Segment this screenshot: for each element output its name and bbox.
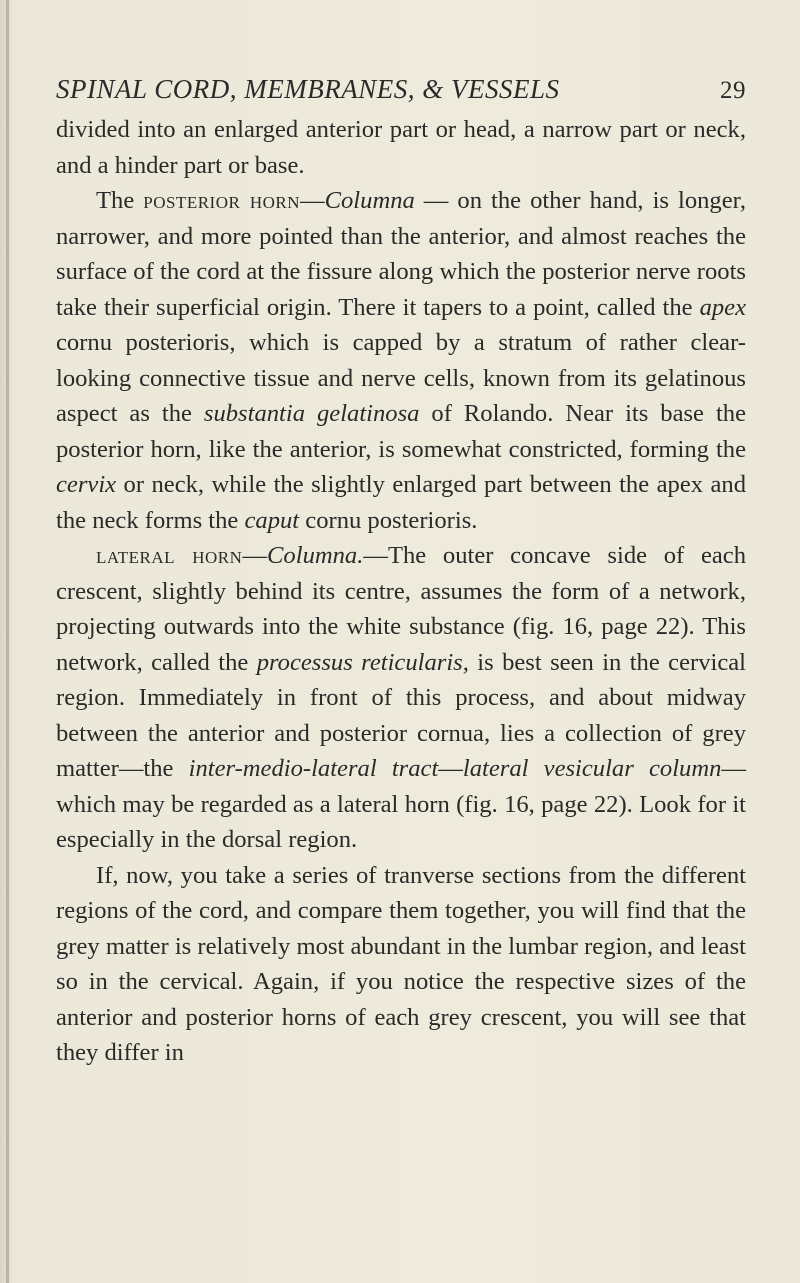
small-caps-heading: posterior horn — [143, 187, 301, 214]
italic-term: caput — [244, 506, 300, 534]
italic-term: lateral vesicular column — [462, 755, 722, 782]
text-run: is best seen in the cervical region. Immediately in front of this process, and about midway between the anterior and posterior cornua, lies a collection of grey matter—the — [56, 648, 746, 782]
text-run: cornu posterioris, which is capped by a stratum of rather clear-looking connective tissue and nerve cells, known from its gelatinous aspect as the — [56, 329, 746, 427]
text-run: — on the other hand, is longer, narrower, and more pointed than the anterior, and almost reaches the surface of the cord at the fissure along which the posterior nerve roots take their superficial origin. There it tapers to a point, called the — [56, 187, 746, 321]
page-gutter-shadow — [6, 0, 9, 1283]
italic-term: substantia gelatinosa — [203, 400, 420, 427]
paragraph-3 — [56, 538, 746, 858]
text-run: — — [438, 755, 463, 782]
paragraph-4 — [56, 858, 746, 1071]
text-run: If, now, you take a series of tranverse sections from the different regions of the cord, and compare them together, you will find that the grey matter is relatively most abundant in the lumbar region, and least so in the cervical. Again, if you notice the respective sizes of the anterior and posterior horns of each grey crescent, you will see that they differ in — [56, 861, 746, 1066]
text-run: — — [242, 542, 268, 569]
italic-term: Columna. — [267, 542, 364, 569]
text-run: or neck, while the slightly enlarged part between the apex and the neck forms the — [56, 471, 746, 534]
running-title: SPINAL CORD, MEMBRANES, & VESSELS — [56, 74, 560, 104]
paragraph-2 — [56, 183, 746, 538]
text-run: divided into an enlarged anterior part or head, a narrow part or neck, and a hinder part or base. — [56, 116, 746, 179]
body-text — [56, 112, 746, 1071]
text-run: —which may be regarded as a lateral horn (fig. 16, page 22). Look for it especially in the dorsal region. — [56, 755, 746, 853]
text-run: cornu posterioris. — [299, 506, 478, 534]
text-run: of Rolando. Near its base the posterior horn, like the anterior, is somewhat constricted, forming the — [56, 400, 746, 463]
text-run: —The outer concave side of each crescent, slightly behind its centre, assumes the form of a network, projecting outwards into the white substance (fig. 16, page 22). This network, called the — [56, 542, 746, 676]
small-caps-heading: lateral horn — [96, 542, 243, 569]
page-number: 29 — [720, 77, 746, 104]
text-run: — — [300, 187, 325, 214]
italic-term: Columna — [324, 187, 415, 214]
running-header — [56, 74, 746, 105]
italic-term: cervix — [56, 471, 117, 498]
italic-term: processus reticularis, — [256, 648, 469, 676]
paragraph-1 — [56, 112, 746, 183]
italic-term: apex — [699, 293, 746, 321]
text-run: The — [96, 187, 144, 214]
italic-term: inter-medio-lateral tract — [188, 755, 439, 782]
